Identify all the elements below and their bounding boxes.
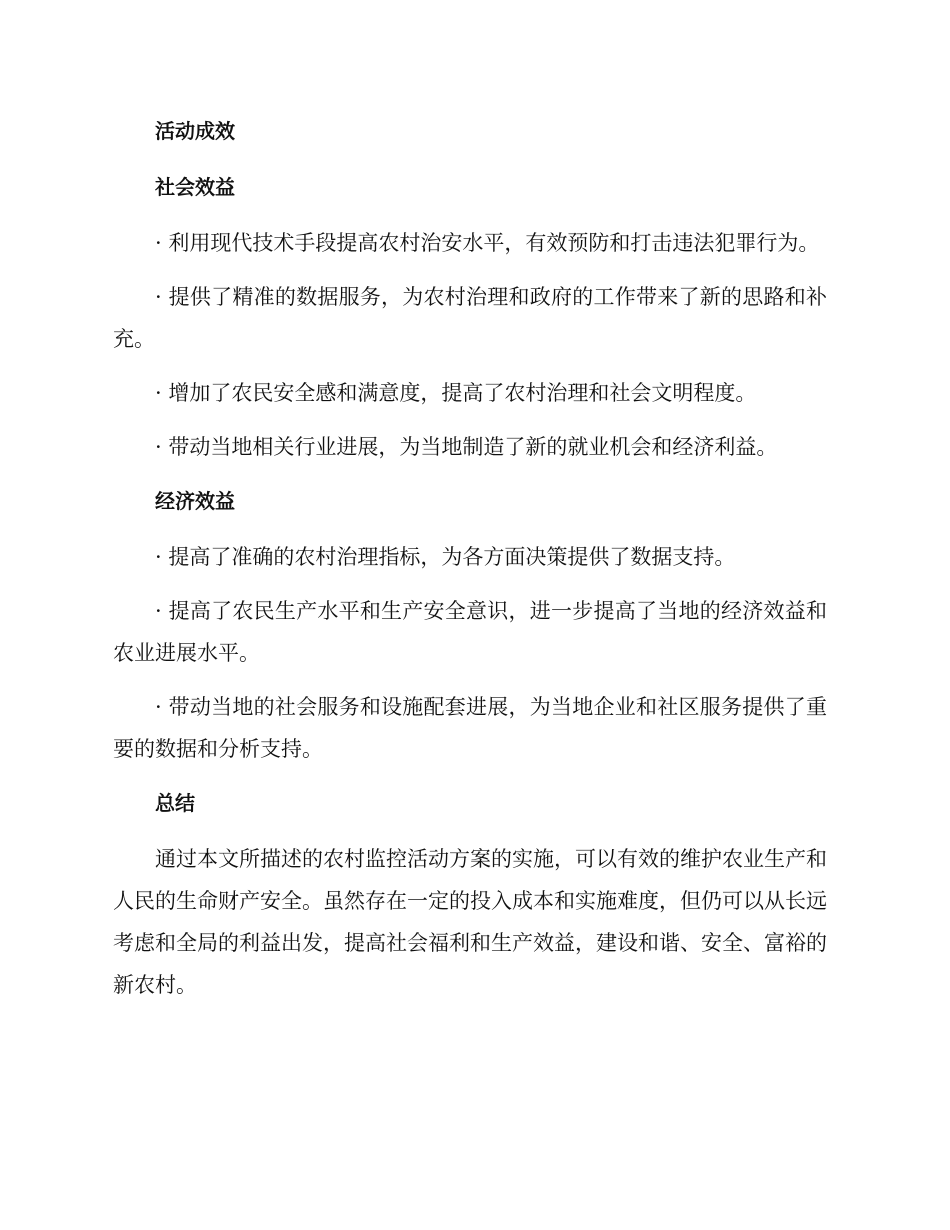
bullet-paragraph: · 提高了准确的农村治理指标，为各方面决策提供了数据支持。 (155, 545, 736, 569)
bullet-paragraph: · 增加了农民安全感和满意度，提高了农村治理和社会文明程度。 (155, 381, 757, 405)
summary-paragraph: 通过本文所描述的农村监控活动方案的实施，可以有效的维护农业生产和人民的生命财产安全。虽然存在一定的投入成本和实施难度，但仍可以从长远考虑和全局的利益出发，提高社会福利和生产效益，建设和谐、安全、富裕的新农村。 (113, 847, 827, 997)
bullet-paragraph: · 提供了精准的数据服务，为农村治理和政府的工作带来了新的思路和补充。 (113, 285, 827, 351)
heading-activity-results: 活动成效 (155, 119, 235, 143)
bullet-paragraph: · 带动当地相关行业进展，为当地制造了新的就业机会和经济利益。 (155, 435, 778, 459)
bullet-paragraph: · 利用现代技术手段提高农村治安水平，有效预防和打击违法犯罪行为。 (155, 231, 820, 255)
bullet-paragraph: · 带动当地的社会服务和设施配套进展，为当地企业和社区服务提供了重要的数据和分析支持。 (113, 695, 827, 761)
heading-social-benefits: 社会效益 (155, 175, 235, 199)
bullet-paragraph: · 提高了农民生产水平和生产安全意识，进一步提高了当地的经济效益和农业进展水平。 (113, 599, 827, 665)
document-body (113, 110, 827, 1018)
heading-economic-benefits: 经济效益 (155, 489, 235, 513)
heading-summary: 总结 (155, 791, 195, 815)
